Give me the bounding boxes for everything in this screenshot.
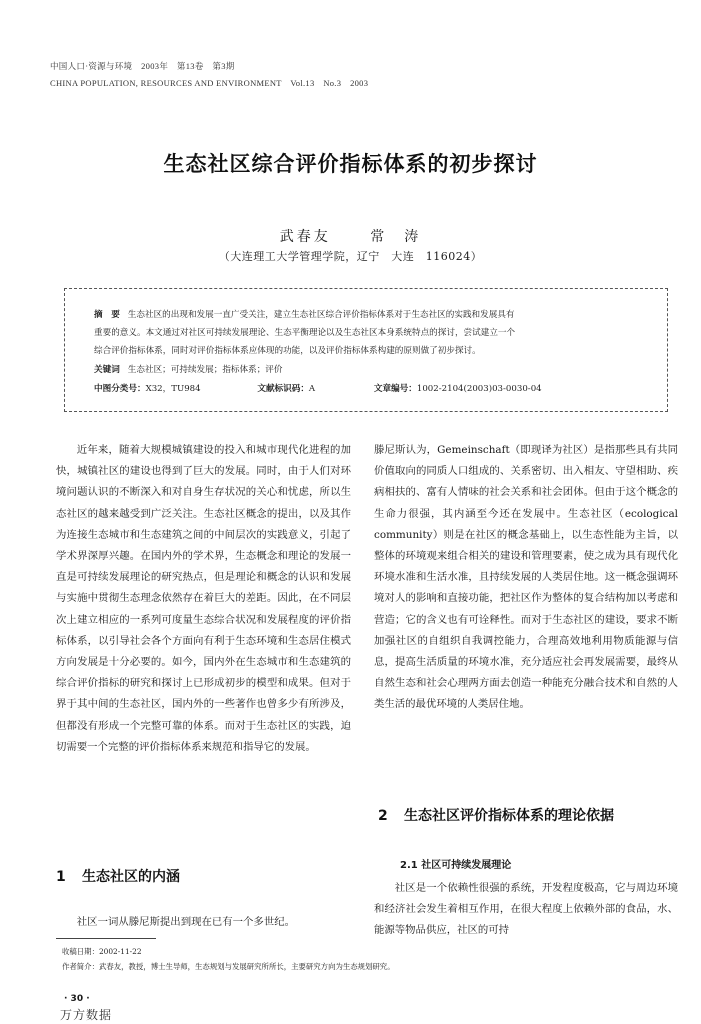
left-column	[56, 440, 351, 758]
abstract-line: 综合评价指标体系，同时对评价指标体系应体现的功能，以及评价指标体系构建的原则做了初步探讨。	[94, 346, 481, 356]
keywords-text: 生态社区；可持续发展；指标体系；评价	[127, 365, 283, 375]
doc-code-label: 文献标识码：	[257, 384, 309, 394]
clc-value: X32，TU984	[145, 384, 201, 394]
section-title: 生态社区评价指标体系的理论依据	[404, 808, 614, 824]
affiliation: （大连理工大学管理学院，辽宁 大连 116024）	[218, 250, 483, 263]
article-no-label: 文章编号：	[373, 384, 417, 394]
subsection-2-1-heading: 2.1 社区可持续发展理论	[400, 860, 512, 871]
author-name: 武春友	[279, 229, 331, 245]
clc-label: 中图分类号：	[94, 384, 146, 394]
author-bio: 作者简介：武春友，教授，博士生导师，生态规划与发展研究所所长，主要研究方向为生态规划研究。	[62, 962, 395, 971]
article-no-value: 1002-2104(2003)03-0030-04	[416, 384, 542, 394]
watermark: 万方数据	[60, 1008, 113, 1022]
author-name: 常 涛	[370, 229, 422, 245]
right-column	[374, 440, 678, 716]
section-1-heading	[56, 866, 180, 886]
subsection-2-1-paragraph: 社区是一个依赖性很强的系统，开发程度极高，它与周边环境和经济社会发生着相互作用，在很大程度上依赖外部的食品，水、能源等物品供应，社区的可持	[374, 882, 678, 937]
journal-header-cn: 中国人口·资源与环境 2003年 第13卷 第3期	[50, 61, 235, 71]
section-2-heading	[378, 805, 614, 825]
section-title: 生态社区的内涵	[82, 869, 180, 885]
page-number: · 30 ·	[64, 994, 90, 1004]
sec1-continued-paragraph: 滕尼斯认为，Gemeinschaft（即现译为社区）是指那些具有共同价值取向的同质人口组成的、关系密切、出入相友、守望相助、疾病相扶的、富有人情味的社会关系和社会团体。但由于这个概念的生命力很强，其内涵至今还在发展中。生态社区（ecological community）则是在社区的概念基础上，以生态性能为主旨，以整体的环境观来组合相关的建设和管理要素，使之成为具有现代化环境水准和生活水准，且持续发展的人类居住地。这一概念强调环境对人的影响和直接功能，把社区作为整体的复合结构加以考虑和营造；它的含义也有可诠释性。而对于生态社区的建设，要求不断加强社区的自组织自我调控能力，合理高效地利用物质能源与信息，提高生活质量的环境水准，充分适应社会再发展需要，最终从自然生态和社会心理两方面去创造一种能充分融合技术和自然的人类生活的最优环境的人类居住地。	[374, 444, 678, 711]
author-list	[0, 226, 701, 246]
classification-line	[94, 385, 542, 394]
abstract-line	[94, 311, 515, 320]
abstract-text: 生态社区的出现和发展一直广受关注，建立生态社区综合评价指标体系对于生态社区的实践和发展具有	[127, 310, 515, 320]
doc-code-value: A	[308, 384, 316, 394]
received-date: 收稿日期：2002-11-22	[62, 947, 142, 956]
abstract-label: 摘 要	[94, 310, 120, 320]
keywords-line	[94, 366, 283, 375]
subsection-2-1-body	[374, 878, 678, 942]
section-number: 2	[378, 808, 388, 824]
section-1-paragraph: 社区一词从滕尼斯提出到现在已有一个多世纪。	[76, 916, 295, 928]
footnote-divider	[56, 938, 156, 939]
journal-header-en: CHINA POPULATION, RESOURCES AND ENVIRONMENT Vol.13 No.3 2003	[50, 78, 369, 88]
section-number: 1	[56, 869, 66, 885]
abstract-line: 重要的意义。本文通过对社区可持续发展理论、生态平衡理论以及生态社区本身系统特点的探讨，尝试建立一个	[94, 328, 516, 338]
intro-paragraph: 近年来，随着大规模城镇建设的投入和城市现代化进程的加快，城镇社区的建设也得到了巨大的发展。同时，由于人们对环境问题认识的不断深入和对自身生存状况的关心和忧虑，所以生态社区的越来越受到广泛关注。生态社区概念的提出，以及其作为连接生态城市和生态建筑之间的中间层次的实践意义，引起了学术界深厚兴趣。在国内外的学术界，生态概念和理论的发展一直是可持续发展理论的研究热点，但是理论和概念的认识和发展与实施中贯彻生态理念依然存在着巨大的差距。因此，在不同层次上建立相应的一系列可度量生态综合状况和发展程度的评价指标体系，以引导社会各个方面向有利于生态环境和生态居住模式方向发展是十分必要的。如今，国内外在生态城市和生态建筑的综合评价指标的研究和探讨上已形成初步的模型和成果。但对于界于其中间的生态社区，国内外的一些著作也曾多少有所涉及，但都没有形成一个完整可靠的体系。而对于生态社区的实践，迫切需要一个完整的评价指标体系来规范和指导它的发展。	[56, 444, 351, 753]
keywords-label: 关键词	[94, 365, 120, 375]
article-title: 生态社区综合评价指标体系的初步探讨	[163, 152, 538, 176]
